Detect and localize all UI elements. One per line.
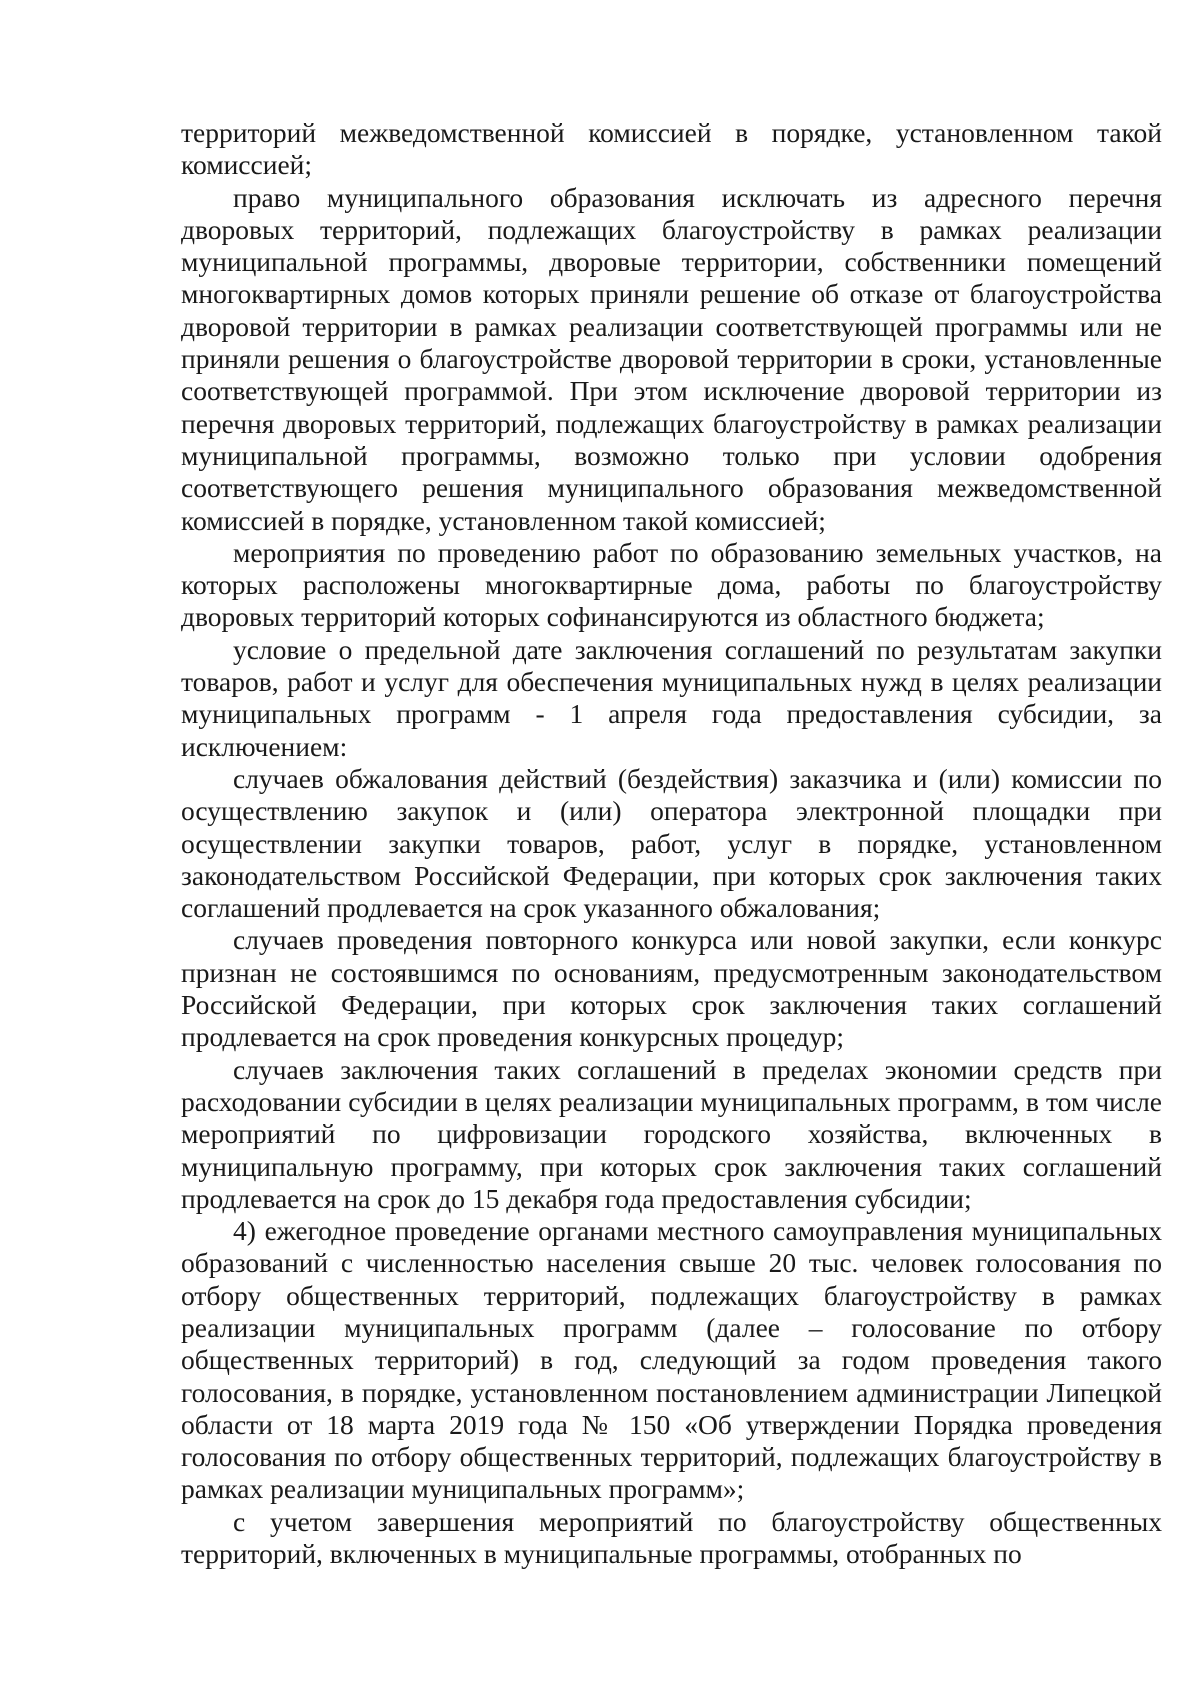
paragraph-land-plots: мероприятия по проведению работ по образованию земельных участков, на которых расположены многоквартирные дома, работы по благоустройству дворовых территорий которых софинансируются из областного бюджета;: [181, 536, 1162, 633]
paragraph-repeat-tender-cases: случаев проведения повторного конкурса или новой закупки, если конкурс признан не состоявшимся по основаниям, предусмотренным законодательством Российской Федерации, при которых срок заключения таких соглашений продлевается на срок проведения конкурсных процедур;: [181, 924, 1162, 1053]
paragraph-appeal-cases: случаев обжалования действий (бездействия) заказчика и (или) комиссии по осуществлению закупок и (или) оператора электронной площадки при осуществлении закупки товаров, работ, услуг в порядке, установленном законодательством Российской Федерации, при которых срок заключения таких соглашений продлевается на срок указанного обжалования;: [181, 762, 1162, 924]
paragraph-continuation: территорий межведомственной комиссией в порядке, установленном такой комиссией;: [181, 117, 1162, 181]
paragraph-completion-clause: с учетом завершения мероприятий по благоустройству общественных территорий, включенных в муниципальные программы, отобранных по: [181, 1505, 1162, 1570]
paragraph-savings-cases: случаев заключения таких соглашений в пределах экономии средств при расходовании субсидии в целях реализации муниципальных программ, в том числе мероприятий по цифровизации городского хозяйства, включенных в муниципальную программу, при которых срок заключения таких соглашений продлевается на срок до 15 декабря года предоставления субсидии;: [181, 1053, 1162, 1214]
paragraph-item-4-voting: 4) ежегодное проведение органами местного самоуправления муниципальных образований с численностью населения свыше 20 тыс. человек голосования по отбору общественных территорий, подлежащих благоустройству в рамках реализации муниципальных программ (далее – голосование по отбору общественных территорий) в год, следующий за годом проведения такого голосования, в порядке, установленном постановлением администрации Липецкой области от 18 марта 2019 года № 150 «Об утверждении Порядка проведения голосования по отбору общественных территорий, подлежащих благоустройству в рамках реализации муниципальных программ»;: [181, 1215, 1162, 1505]
document-body: [181, 117, 1162, 1570]
paragraph-deadline-condition: условие о предельной дате заключения соглашений по результатам закупки товаров, работ и услуг для обеспечения муниципальных нужд в целях реализации муниципальных программ - 1 апреля года предоставления субсидии, за исключением:: [181, 633, 1162, 762]
paragraph-exclusion-right: право муниципального образования исключать из адресного перечня дворовых территорий, подлежащих благоустройству в рамках реализации муниципальной программы, дворовые территории, собственники помещений многоквартирных домов которых приняли решение об отказе от благоустройства дворовой территории в рамках реализации соответствующей программы или не приняли решения о благоустройстве дворовой территории в сроки, установленные соответствующей программой. При этом исключение дворовой территории из перечня дворовых территорий, подлежащих благоустройству в рамках реализации муниципальной программы, возможно только при условии одобрения соответствующего решения муниципального образования межведомственной комиссией в порядке, установленном такой комиссией;: [181, 181, 1162, 536]
